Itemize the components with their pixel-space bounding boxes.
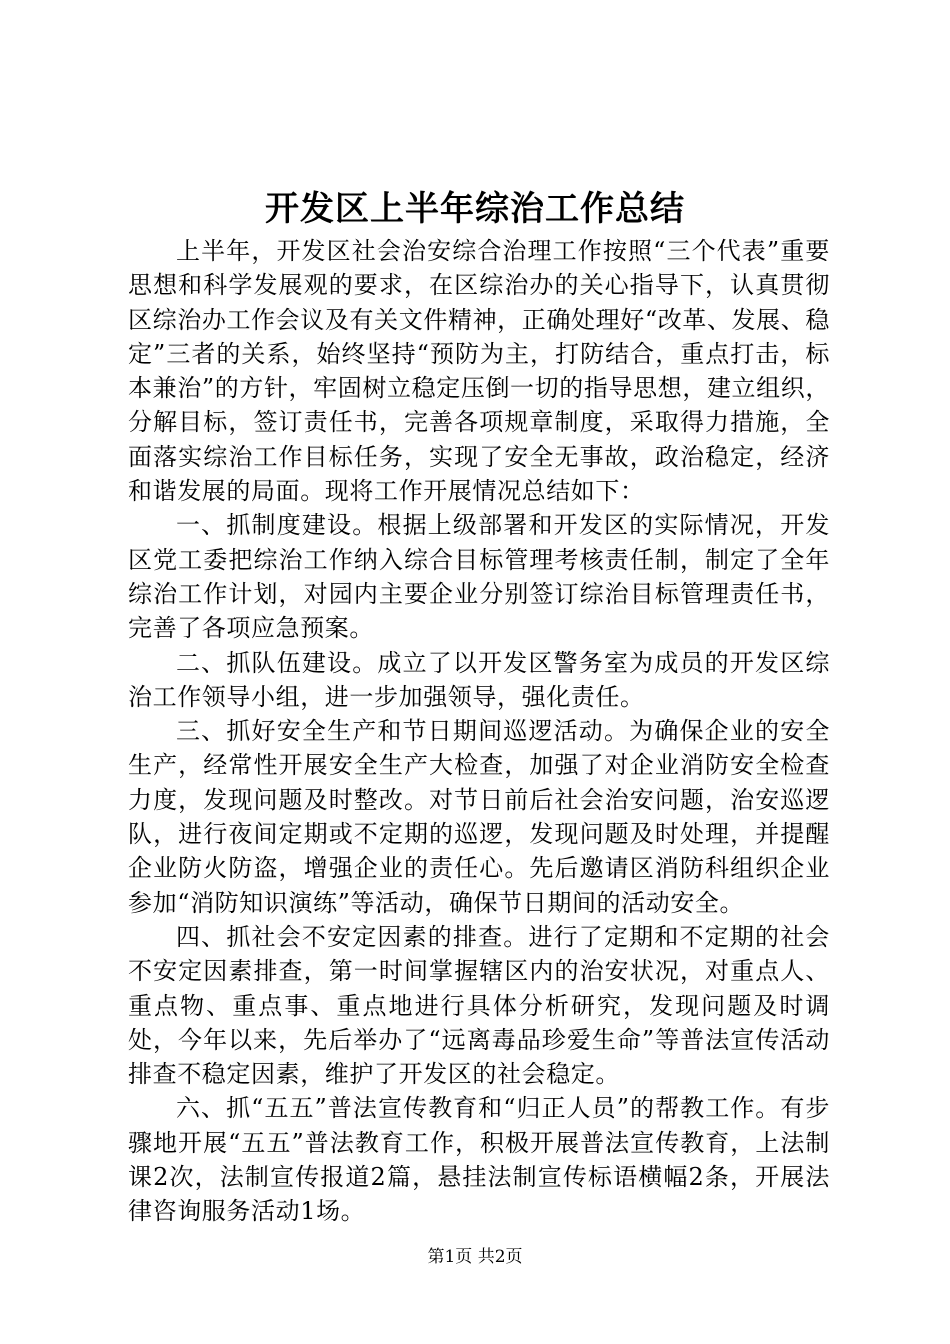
paragraph-instability-check: 四、抓社会不安定因素的排查。进行了定期和不定期的社会不安定因素排查，第一时间掌握辖区内的治安状况，对重点人、重点物、重点事、重点地进行具体分析研究，发现问题及时调处，今年以来，先后举办了“远离毒品珍爱生命”等普法宣传活动排查不稳定因素，维护了开发区的社会稳定。 bbox=[128, 922, 830, 1089]
paragraph-team-building: 二、抓队伍建设。成立了以开发区警务室为成员的开发区综治工作领导小组，进一步加强领导，强化责任。 bbox=[128, 648, 830, 711]
paragraph-intro: 上半年，开发区社会治安综合治理工作按照“三个代表”重要思想和科学发展观的要求，在区综治办的关心指导下，认真贯彻区综治办工作会议及有关文件精神，正确处理好“改革、发展、稳定”三者的关系，始终坚持“预防为主，打防结合，重点打击，标本兼治”的方针，牢固树立稳定压倒一切的指导思想，建立组织，分解目标，签订责任书，完善各项规章制度，采取得力措施，全面落实综治工作目标任务，实现了安全无事故，政治稳定，经济和谐发展的局面。现将工作开展情况总结如下： bbox=[128, 237, 830, 506]
page-number-footer: 第1页 共2页 bbox=[427, 1247, 523, 1267]
paragraph-safety-patrol: 三、抓好安全生产和节日期间巡逻活动。为确保企业的安全生产，经常性开展安全生产大检查，加强了对企业消防安全检查力度，发现问题及时整改。对节日前后社会治安问题，治安巡逻队，进行夜间定期或不定期的巡逻，发现问题及时处理，并提醒企业防火防盗，增强企业的责任心。先后邀请区消防科组织企业参加“消防知识演练”等活动，确保节日期间的活动安全。 bbox=[128, 717, 830, 917]
paragraph-system-building: 一、抓制度建设。根据上级部署和开发区的实际情况，开发区党工委把综治工作纳入综合目标管理考核责任制，制定了全年综治工作计划，对园内主要企业分别签订综治目标管理责任书，完善了各项应急预案。 bbox=[128, 511, 830, 643]
document-body bbox=[128, 234, 830, 1229]
paragraph-legal-education: 六、抓“五五”普法宣传教育和“归正人员”的帮教工作。有步骤地开展“五五”普法教育工作，积极开展普法宣传教育，上法制课2次，法制宣传报道2篇，悬挂法制宣传标语横幅2条，开展法律咨询服务活动1场。 bbox=[128, 1094, 830, 1226]
document-title: 开发区上半年综治工作总结 bbox=[265, 189, 685, 229]
